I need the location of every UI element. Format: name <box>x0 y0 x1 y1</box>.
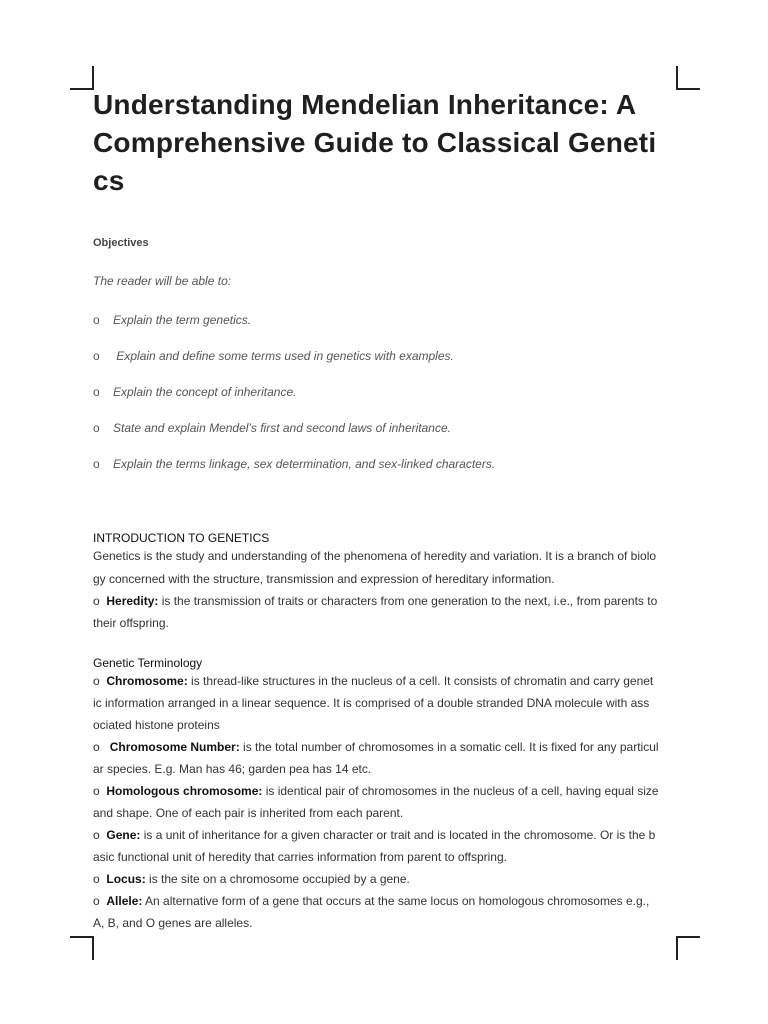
definition-text: is identical pair of chromosomes in the nucleus of a cell, having equal size <box>262 784 659 798</box>
definition-text: An alternative form of a gene that occurs at the same locus on homologous chromosomes e.g., <box>142 894 650 908</box>
bullet-marker: o <box>93 784 100 798</box>
bullet-marker: o <box>93 313 100 327</box>
definition-locus <box>93 872 410 886</box>
objective-item <box>93 349 454 363</box>
bullet-marker: o <box>93 674 100 688</box>
crop-mark-bottom-left <box>70 936 94 960</box>
crop-mark-top-right <box>676 66 700 90</box>
term-locus: Locus: <box>106 872 146 886</box>
definition-text: is the site on a chromosome occupied by a gene. <box>145 872 410 886</box>
paragraph-line: ociated histone proteins <box>93 718 220 732</box>
definition-text: is the total number of chromosomes in a somatic cell. It is fixed for any particul <box>239 740 659 754</box>
section-heading-introduction: INTRODUCTION TO GENETICS <box>93 531 270 545</box>
bullet-marker: o <box>93 594 100 608</box>
definition-text: is the transmission of traits or characters from one generation to the next, i.e., from parents to <box>158 594 658 608</box>
definition-allele <box>93 894 649 908</box>
definition-homologous-chromosome <box>93 784 659 798</box>
objective-text: State and explain Mendel’s first and second laws of inheritance. <box>113 421 451 435</box>
term-homologous-chromosome: Homologous chromosome: <box>106 784 263 798</box>
bullet-marker: o <box>93 740 100 754</box>
paragraph-line: asic functional unit of heredity that carries information from parent to offspring. <box>93 850 507 864</box>
term-allele: Allele: <box>106 894 143 908</box>
definition-chromosome-number <box>93 740 659 754</box>
bullet-marker: o <box>93 872 100 886</box>
paragraph-line: gy concerned with the structure, transmission and expression of hereditary information. <box>93 572 555 586</box>
paragraph-line: ic information arranged in a linear sequence. It is comprised of a double stranded DNA molecule with ass <box>93 696 650 710</box>
definition-gene <box>93 828 655 842</box>
definition-text: is thread-like structures in the nucleus of a cell. It consists of chromatin and carry genet <box>187 674 654 688</box>
definition-heredity <box>93 594 657 608</box>
objective-item <box>93 457 495 471</box>
objective-text: Explain the concept of inheritance. <box>113 385 297 399</box>
objective-item <box>93 313 251 327</box>
paragraph-line: Genetics is the study and understanding of the phenomena of heredity and variation. It is a branch of biolo <box>93 549 657 563</box>
objectives-intro: The reader will be able to: <box>93 274 232 288</box>
paragraph-line: and shape. One of each pair is inherited from each parent. <box>93 806 404 820</box>
objective-text: Explain the terms linkage, sex determination, and sex-linked characters. <box>113 457 496 471</box>
objective-text: Explain the term genetics. <box>113 313 252 327</box>
paragraph-line: ar species. E.g. Man has 46; garden pea has 14 etc. <box>93 762 372 776</box>
term-heredity: Heredity: <box>106 594 159 608</box>
bullet-marker: o <box>93 349 100 363</box>
bullet-marker: o <box>93 828 100 842</box>
title-line-3: cs <box>93 165 125 196</box>
term-gene: Gene: <box>106 828 141 842</box>
title-line-2: Comprehensive Guide to Classical Geneti <box>93 127 657 158</box>
bullet-marker: o <box>93 457 100 471</box>
document-title <box>93 86 677 200</box>
objectives-label: Objectives <box>93 237 149 249</box>
paragraph-line: A, B, and O genes are alleles. <box>93 916 253 930</box>
term-chromosome-number: Chromosome Number: <box>109 740 240 754</box>
title-line-1: Understanding Mendelian Inheritance: A <box>93 89 637 120</box>
definition-chromosome <box>93 674 653 688</box>
term-chromosome: Chromosome: <box>106 674 188 688</box>
paragraph-line: their offspring. <box>93 616 169 630</box>
crop-mark-top-left <box>70 66 94 90</box>
objective-item <box>93 421 451 435</box>
bullet-marker: o <box>93 894 100 908</box>
objective-text: Explain and define some terms used in genetics with examples. <box>116 349 454 363</box>
bullet-marker: o <box>93 421 100 435</box>
definition-text: is a unit of inheritance for a given character or trait and is located in the chromosome. Or is the b <box>140 828 656 842</box>
objective-item <box>93 385 296 399</box>
section-heading-terminology: Genetic Terminology <box>93 656 203 670</box>
bullet-marker: o <box>93 385 100 399</box>
crop-mark-bottom-right <box>676 936 700 960</box>
